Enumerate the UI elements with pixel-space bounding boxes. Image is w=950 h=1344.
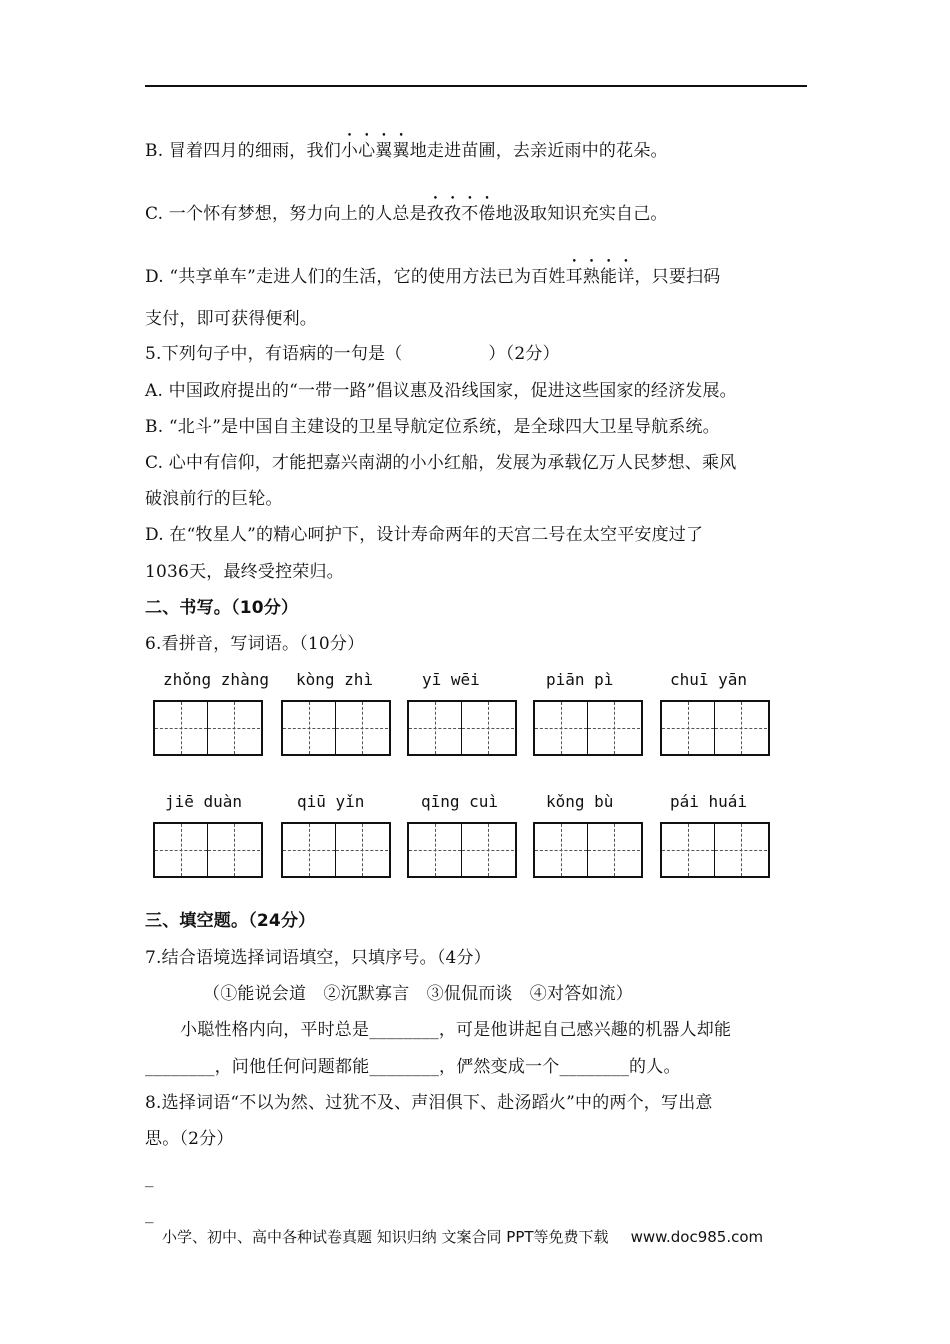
- writing-grid[interactable]: [533, 822, 643, 878]
- pinyin-7: qiū yǐn: [297, 792, 365, 811]
- q5-option-d: D. 在“牧星人”的精心呵护下，设计寿命两年的天宫二号在太空平安度过了: [145, 525, 704, 545]
- q6-stem: 6.看拼音，写词语。（10分）: [145, 634, 365, 654]
- footer: [162, 1226, 763, 1247]
- q4-option-b-emphasis: 小心翼翼: [340, 141, 410, 161]
- pinyin-2: kòng zhì: [296, 670, 374, 689]
- fill-blank[interactable]: ________: [369, 1020, 439, 1040]
- q5-option-a: A. 中国政府提出的“一带一路”倡议惠及沿线国家，促进这些国家的经济发展。: [145, 381, 737, 401]
- pinyin-9: kǒng bù: [546, 792, 614, 811]
- header-rule: [145, 85, 807, 87]
- writing-grid[interactable]: [281, 700, 391, 756]
- q7-passage-line2: ________，问他任何问题都能________，俨然变成一个________的人。: [145, 1057, 681, 1077]
- q5-option-c: C. 心中有信仰，才能把嘉兴南湖的小小红船，发展为承载亿万人民梦想、乘风: [145, 453, 737, 473]
- pinyin-5: chuī yān: [670, 670, 748, 689]
- footer-text: 小学、初中、高中各种试卷真题 知识归纳 文案合同 PPT等免费下载: [162, 1228, 609, 1246]
- fill-blank[interactable]: ________: [559, 1057, 630, 1077]
- pinyin-6: jiē duàn: [165, 792, 243, 811]
- q8-stem: 8.选择词语“不以为然、过犹不及、声泪俱下、赴汤蹈火”中的两个，写出意: [145, 1093, 713, 1113]
- q5-option-c-cont: 破浪前行的巨轮。: [145, 489, 283, 509]
- pinyin-3: yī wēi: [422, 670, 480, 689]
- writing-grid[interactable]: [407, 700, 517, 756]
- writing-grid[interactable]: [533, 700, 643, 756]
- q5-option-d-cont: 1036天，最终受控荣归。: [145, 562, 344, 582]
- footer-url[interactable]: www.doc985.com: [630, 1228, 764, 1246]
- fill-blank[interactable]: ________: [145, 1057, 215, 1077]
- q5-stem: 5.下列句子中，有语病的一句是（ ）（2分）: [145, 344, 560, 364]
- pinyin-10: pái huái: [670, 792, 748, 811]
- q4-option-d: D. “共享单车”走进人们的生活，它的使用方法已为百姓耳熟能详，只要扫码: [145, 267, 721, 287]
- q4-option-d-cont: 支付，即可获得便利。: [145, 309, 317, 329]
- writing-grid[interactable]: [660, 822, 770, 878]
- q4-option-b: B. 冒着四月的细雨，我们小心翼翼地走进苗圃，去亲近雨中的花朵。: [145, 141, 668, 161]
- answer-line[interactable]: _: [145, 1204, 154, 1224]
- q4-option-c-emphasis: 孜孜不倦: [426, 204, 496, 224]
- answer-line[interactable]: _: [145, 1168, 154, 1188]
- q4-option-c: C. 一个怀有梦想，努力向上的人总是孜孜不倦地汲取知识充实自己。: [145, 204, 668, 224]
- q4-option-d-emphasis: 耳熟能详: [565, 267, 635, 287]
- fill-blank[interactable]: ________: [369, 1057, 440, 1077]
- writing-grid[interactable]: [153, 700, 263, 756]
- pinyin-4: piān pì: [546, 670, 614, 689]
- section3-heading: 三、填空题。（24分）: [145, 911, 316, 931]
- q8-stem-cont: 思。（2分）: [145, 1129, 234, 1149]
- section2-heading: 二、书写。（10分）: [145, 598, 299, 618]
- writing-grid[interactable]: [153, 822, 263, 878]
- writing-grid[interactable]: [281, 822, 391, 878]
- writing-grid[interactable]: [660, 700, 770, 756]
- q7-stem: 7.结合语境选择词语填空，只填序号。（4分）: [145, 948, 491, 968]
- q7-passage-line1: 小聪性格内向，平时总是________，可是他讲起自己感兴趣的机器人却能: [180, 1020, 732, 1040]
- q5-option-b: B. “北斗”是中国自主建设的卫星导航定位系统，是全球四大卫星导航系统。: [145, 417, 720, 437]
- pinyin-1: zhǒng zhàng: [163, 670, 269, 689]
- q7-options: （①能说会道 ②沉默寡言 ③侃侃而谈 ④对答如流）: [203, 984, 633, 1004]
- pinyin-8: qīng cuì: [421, 792, 499, 811]
- writing-grid[interactable]: [407, 822, 517, 878]
